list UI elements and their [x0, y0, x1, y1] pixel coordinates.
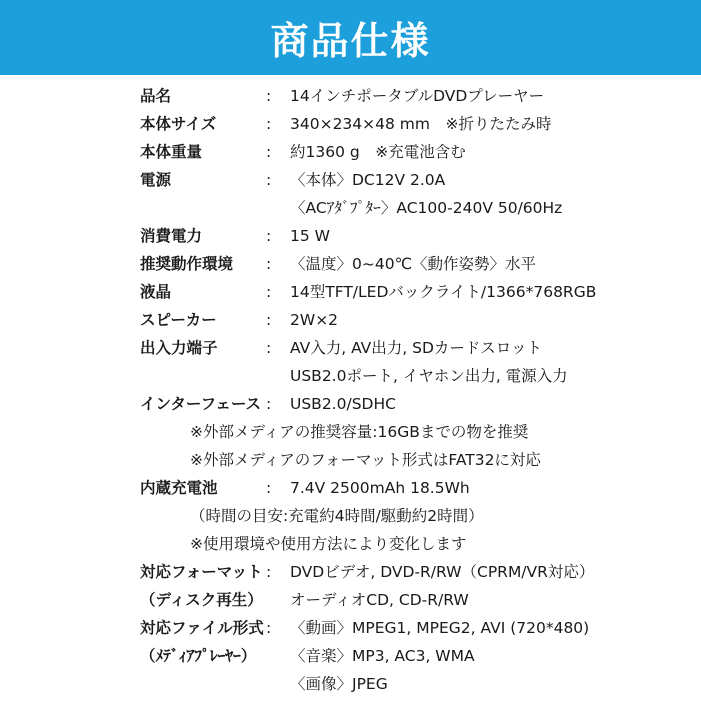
spec-note: ※外部メディアのフォーマット形式はFAT32に対応 [190, 451, 541, 469]
spec-colon: : [266, 283, 272, 301]
spec-value: 14型TFT/LEDバックライト/1366*768RGB [290, 283, 597, 301]
spec-value: AV入力, AV出力, SDカードスロット [290, 339, 542, 357]
spec-value: 340×234×48 mm ※折りたたみ時 [290, 115, 552, 133]
spec-label: 推奨動作環境 [140, 255, 234, 273]
spec-label: 対応ファイル形式 [140, 619, 264, 637]
spec-value: 14インチポータブルDVDプレーヤー [290, 87, 545, 105]
spec-colon: : [266, 339, 272, 357]
spec-value: 〈画像〉JPEG [290, 675, 388, 693]
page-title: 商品仕様 [270, 19, 431, 63]
spec-colon: : [266, 227, 272, 245]
spec-colon: : [266, 115, 272, 133]
spec-value: 2W×2 [290, 311, 339, 329]
spec-colon: : [266, 619, 272, 637]
spec-colon: : [266, 563, 272, 581]
spec-value: 〈音楽〉MP3, AC3, WMA [290, 647, 475, 665]
spec-label: 品名 [140, 87, 172, 105]
spec-label: 消費電力 [140, 227, 203, 245]
spec-sublabel: （ﾒﾃﾞｨｱﾌﾟﾚｰﾔｰ） [140, 647, 257, 665]
spec-note: ※使用環境や使用方法により変化します [190, 535, 467, 553]
spec-value: 〈本体〉DC12V 2.0A [290, 171, 446, 189]
spec-value: 15 W [290, 227, 330, 245]
spec-label: 内蔵充電池 [140, 479, 218, 497]
spec-value: USB2.0ポート, イヤホン出力, 電源入力 [290, 367, 568, 385]
spec-label: 電源 [140, 171, 172, 189]
spec-value: DVDビデオ, DVD-R/RW（CPRM/VR対応） [290, 563, 595, 581]
spec-colon: : [266, 143, 272, 161]
spec-value: 〈動画〉MPEG1, MPEG2, AVI (720*480) [290, 619, 590, 637]
spec-label: 出入力端子 [140, 339, 218, 357]
spec-value: 7.4V 2500mAh 18.5Wh [290, 479, 470, 497]
spec-value: 〈ACｱﾀﾞﾌﾟﾀｰ〉AC100-240V 50/60Hz [290, 199, 563, 217]
spec-sublabel: （ディスク再生） [140, 591, 263, 609]
spec-label: 本体サイズ [140, 115, 217, 133]
spec-value: 〈温度〉0~40℃〈動作姿勢〉水平 [290, 255, 536, 273]
spec-colon: : [266, 87, 272, 105]
spec-note: ※外部メディアの推奨容量:16GBまでの物を推奨 [190, 423, 529, 441]
spec-label: 本体重量 [140, 143, 203, 161]
spec-label: 液晶 [140, 283, 172, 301]
spec-value: USB2.0/SDHC [290, 395, 396, 413]
spec-value: オーディオCD, CD-R/RW [290, 591, 469, 609]
spec-label: インターフェース [140, 395, 262, 413]
spec-colon: : [266, 255, 272, 273]
spec-label: 対応フォーマット [140, 563, 263, 581]
spec-note: （時間の目安:充電約4時間/駆動約2時間） [190, 507, 484, 525]
spec-colon: : [266, 395, 272, 413]
spec-colon: : [266, 311, 272, 329]
spec-value: 約1360 g ※充電池含む [290, 143, 466, 161]
spec-colon: : [266, 479, 272, 497]
spec-colon: : [266, 171, 272, 189]
spec-label: スピーカー [140, 311, 217, 329]
